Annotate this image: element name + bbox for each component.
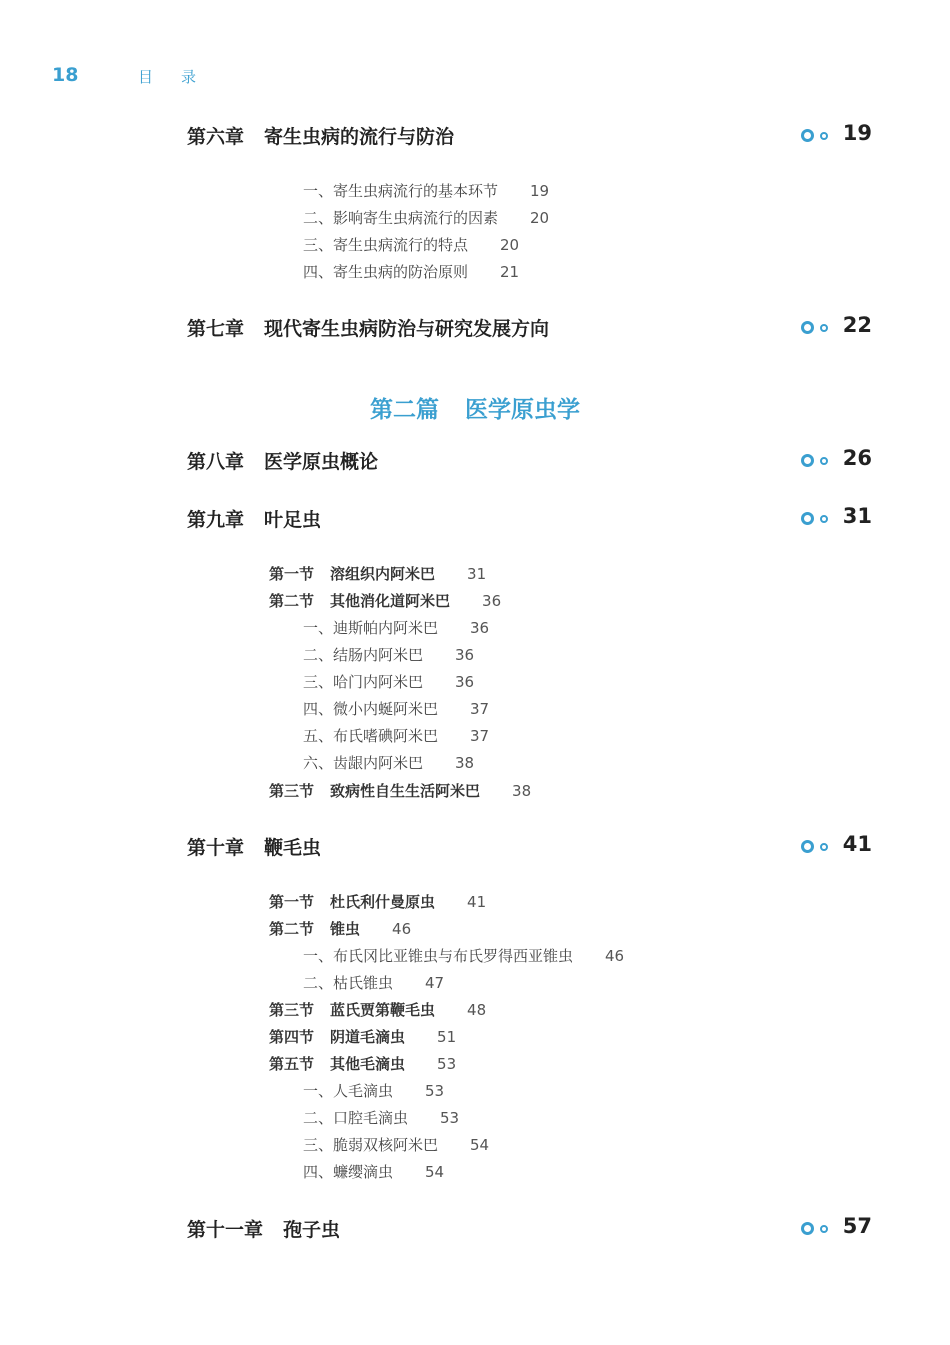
toc-item[interactable]: 二、影响寄生虫病流行的因素 20 xyxy=(303,209,550,227)
item-page-number: 21 xyxy=(500,263,520,281)
toc-item[interactable]: 二、枯氏锥虫 47 xyxy=(303,974,445,992)
toc-item[interactable]: 四、微小内蜒阿米巴 37 xyxy=(303,700,490,718)
part-title: 第二篇 医学原虫学 xyxy=(370,397,580,423)
chapter-page-number: 57 xyxy=(842,1214,872,1238)
item-page-number: 36 xyxy=(470,619,490,637)
item-page-number: 54 xyxy=(470,1136,490,1154)
toc-section[interactable]: 第五节 其他毛滴虫 53 xyxy=(269,1055,457,1073)
dots-icon xyxy=(801,129,831,143)
item-page-number: 31 xyxy=(467,565,487,583)
item-page-number: 19 xyxy=(530,182,550,200)
item-page-number: 47 xyxy=(425,974,445,992)
chapter-page-number: 41 xyxy=(842,832,872,856)
toc-chapter-9[interactable] xyxy=(187,505,872,533)
toc-item[interactable]: 五、布氏嗜碘阿米巴 37 xyxy=(303,727,490,745)
item-page-number: 36 xyxy=(482,592,502,610)
chapter-page-number: 22 xyxy=(842,313,872,337)
item-page-number: 48 xyxy=(467,1001,487,1019)
toc-item[interactable]: 一、人毛滴虫 53 xyxy=(303,1082,445,1100)
chapter-title: 孢子虫 xyxy=(283,1219,341,1241)
chapter-title: 鞭毛虫 xyxy=(264,837,322,859)
chapter-label: 第九章 xyxy=(187,509,245,531)
item-page-number: 41 xyxy=(467,893,487,911)
toc-chapter-11[interactable] xyxy=(187,1215,872,1243)
toc-item[interactable]: 一、寄生虫病流行的基本环节 19 xyxy=(303,182,550,200)
toc-section[interactable]: 第二节 其他消化道阿米巴 36 xyxy=(269,592,502,610)
item-page-number: 38 xyxy=(455,754,475,772)
toc-item[interactable]: 一、迪斯帕内阿米巴 36 xyxy=(303,619,490,637)
toc-chapter-10[interactable] xyxy=(187,833,872,861)
page-number: 18 xyxy=(52,64,79,86)
toc-section[interactable]: 第三节 蓝氏贾第鞭毛虫 48 xyxy=(269,1001,487,1019)
chapter-label: 第十一章 xyxy=(187,1219,264,1241)
item-page-number: 38 xyxy=(512,782,532,800)
item-page-number: 54 xyxy=(425,1163,445,1181)
toc-chapter-6[interactable] xyxy=(187,122,872,150)
toc-item[interactable]: 二、口腔毛滴虫 53 xyxy=(303,1109,460,1127)
toc-item[interactable]: 三、寄生虫病流行的特点 20 xyxy=(303,236,520,254)
toc-item[interactable]: 三、脆弱双核阿米巴 54 xyxy=(303,1136,490,1154)
chapter-label: 第七章 xyxy=(187,318,245,340)
dots-icon xyxy=(801,321,831,335)
dots-icon xyxy=(801,840,831,854)
toc-chapter-7[interactable] xyxy=(187,314,872,342)
toc-section[interactable]: 第一节 杜氏利什曼原虫 41 xyxy=(269,893,487,911)
dots-icon xyxy=(801,1222,831,1236)
chapter-label: 第六章 xyxy=(187,126,245,148)
toc-section[interactable]: 第二节 锥虫 46 xyxy=(269,920,412,938)
toc-section[interactable]: 第四节 阴道毛滴虫 51 xyxy=(269,1028,457,1046)
chapter-label: 第十章 xyxy=(187,837,245,859)
header-title: 目录 xyxy=(138,68,225,86)
item-page-number: 37 xyxy=(470,700,490,718)
item-page-number: 36 xyxy=(455,673,475,691)
item-page-number: 53 xyxy=(425,1082,445,1100)
item-page-number: 53 xyxy=(437,1055,457,1073)
item-page-number: 37 xyxy=(470,727,490,745)
item-page-number: 20 xyxy=(500,236,520,254)
item-page-number: 36 xyxy=(455,646,475,664)
chapter-title: 医学原虫概论 xyxy=(264,451,379,473)
dots-icon xyxy=(801,454,831,468)
toc-section[interactable]: 第一节 溶组织内阿米巴 31 xyxy=(269,565,487,583)
item-page-number: 51 xyxy=(437,1028,457,1046)
chapter-label: 第八章 xyxy=(187,451,245,473)
item-page-number: 46 xyxy=(392,920,412,938)
chapter-page-number: 26 xyxy=(842,446,872,470)
dots-icon xyxy=(801,512,831,526)
chapter-title: 现代寄生虫病防治与研究发展方向 xyxy=(264,318,550,340)
item-page-number: 20 xyxy=(530,209,550,227)
toc-item[interactable]: 四、寄生虫病的防治原则 21 xyxy=(303,263,520,281)
toc-item[interactable]: 四、蠊缨滴虫 54 xyxy=(303,1163,445,1181)
chapter-title: 寄生虫病的流行与防治 xyxy=(264,126,455,148)
chapter-title: 叶足虫 xyxy=(264,509,322,531)
toc-item[interactable]: 一、布氏冈比亚锥虫与布氏罗得西亚锥虫 46 xyxy=(303,947,625,965)
toc-section[interactable]: 第三节 致病性自生生活阿米巴 38 xyxy=(269,782,532,800)
chapter-page-number: 19 xyxy=(842,121,872,145)
toc-item[interactable]: 六、齿龈内阿米巴 38 xyxy=(303,754,475,772)
item-page-number: 53 xyxy=(440,1109,460,1127)
toc-chapter-8[interactable] xyxy=(187,447,872,475)
toc-item[interactable]: 三、哈门内阿米巴 36 xyxy=(303,673,475,691)
item-page-number: 46 xyxy=(605,947,625,965)
toc-item[interactable]: 二、结肠内阿米巴 36 xyxy=(303,646,475,664)
chapter-page-number: 31 xyxy=(842,504,872,528)
